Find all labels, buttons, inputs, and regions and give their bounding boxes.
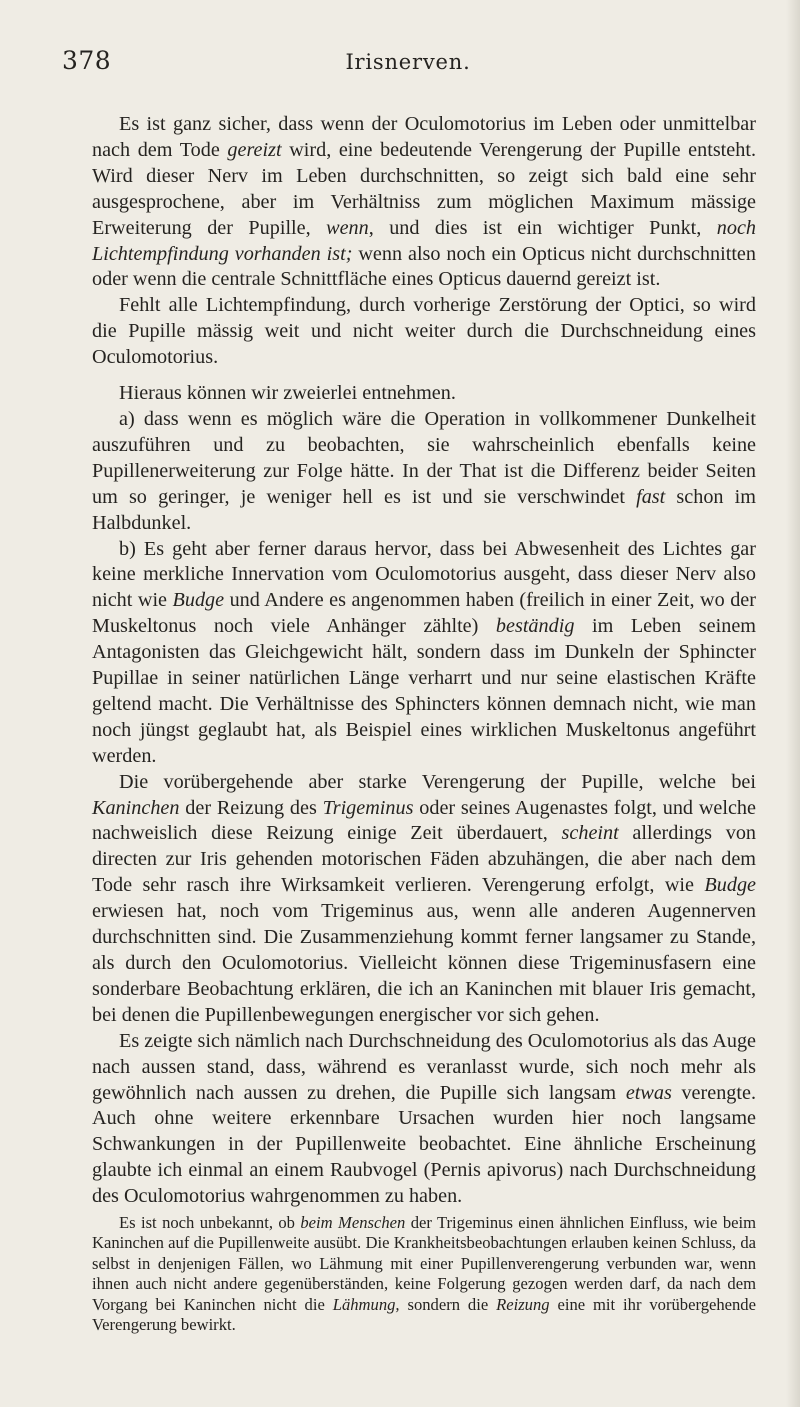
text-run: wenn also noch ein Opticus nicht durchschnitten oder wenn die centrale Schnittfläche eines Opticus dauernd gereizt ist. [92,242,756,291]
text-run: Fehlt alle Lichtempfindung, durch vorherige Zerstörung der Optici, so wird die Pupille mässig weit und nicht weiter durch die Durchschneidung eines Oculomotorius. [92,294,756,369]
italic-text: noch Lichtempfindung vorhanden ist; [92,216,756,265]
text-run: verengte. Auch ohne weitere erkennbare Ursachen wurden hier noch langsame Schwankungen in der Pupillenweite beobachtet. Eine ähnliche Erscheinung glaubte ich einmal an einem Raubvogel (Pernis apivorus) nach Durchschneidung des Oculomotorius wahrgenommen zu haben. [92,1081,757,1208]
text-run: Hieraus können wir zweierlei entnehmen. [119,382,456,405]
text-run: wird, eine bedeutende Verengerung der Pupille entsteht. Wird dieser Nerv im Leben durchschnitten, so zeigt sich bald eine sehr ausgesprochene, aber im Verhältniss zum möglichen Maximum mässige Erweiterung der Pupille, [92,138,756,239]
paragraph [92,293,756,371]
text-run: erwiesen hat, noch vom Trigeminus aus, wenn alle anderen Augennerven durchschnitten sind. Die Zusammenziehung kommt ferner langsamer zu Stande, als durch den Oculomotorius. Vielleicht können diese Trigeminusfasern eine sonderbare Beobachtung erklären, die ich an Kaninchen mit blauer Iris gemacht, bei denen die Pupillenbewegungen energischer vor sich gehen. [92,900,756,1026]
text-run: eine mit ihr vorübergehende Verengerung bewirkt. [92,1294,756,1335]
text-run: der Reizung des [179,796,323,819]
text-run: der Trigeminus einen ähnlichen Einfluss, wie beim Kaninchen auf die Pupillenweite ausübt. Die Krankheitsbeobachtungen erlauben keinen Schluss, da selbst in denjenigen Fällen, wo Lähmung mit einer Pupillenverengerung verbunden war, wenn ihnen auch nicht andere gegenüberständen, keine Folgerung gezogen werden darf, da nach dem Vorgang bei Kaninchen nicht die [92,1213,756,1314]
text-run: und Andere es angenommen haben (freilich in einer Zeit, wo der Muskeltonus noch viele Anhänger zählte) [92,589,756,638]
italic-text: beim Menschen [300,1213,406,1232]
italic-text: etwas [625,1081,672,1104]
body-text [92,112,756,1210]
paragraph [92,1029,756,1210]
italic-text: Kaninchen [92,796,180,819]
text-run: Es ist noch unbekannt, ob [119,1213,301,1232]
text-run: schon im Halbdunkel. [92,485,756,534]
italic-text: Reizung [496,1294,550,1314]
italic-text: Budge [172,589,225,612]
text-run: im Leben seinem Antagonisten das Gleichgewicht hält, sondern dass im Dunkeln der Sphincter Pupillae in seiner natürlichen Länge verharrt und nur seine elastischen Kräfte geltend macht. Die Verhältnisse des Sphincters können demnach nicht, wie man noch jüngst geglaubt hat, als Beispiel eines wirklichen Muskeltonus angeführt werden. [92,615,756,767]
text-run: allerdings von directen zur Iris gehenden motorischen Fäden abzuhängen, die aber nach dem Tode sehr rasch ihre Wirksamkeit verlieren. Verengerung erfolgt, wie [92,822,757,897]
text-run: sondern die [399,1294,497,1314]
text-run: oder seines Augenastes folgt, und welche nachweislich diese Reizung einige Zeit überdauert, [92,796,756,845]
italic-text: gereizt [227,138,282,161]
italic-text: Budge [704,874,756,897]
page-edge-shadow [786,0,800,1407]
paragraph [92,537,756,770]
paragraph [92,407,756,537]
text-run: , und dies ist ein wichtiger Punkt, [368,216,717,239]
paragraph [92,770,756,1029]
italic-text: beständig [495,615,575,638]
italic-text: scheint [561,822,619,845]
italic-text: fast [636,485,666,508]
page-header [62,46,754,86]
footnote-paragraph [92,1213,756,1335]
text-run: a) dass wenn es möglich wäre die Operation in vollkommener Dunkelheit auszuführen und zu beobachten, sie wahrscheinlich ebenfalls keine Pupillenerweiterung zur Folge hätte. In der That ist die Differenz beider Seiten um so geringer, je weniger hell es ist und sie verschwindet [92,407,756,508]
text-run: Die vorübergehende aber starke Verengerung der Pupille, welche bei [119,770,756,793]
running-title: Irisnerven. [345,50,471,74]
text-run: b) Es geht aber ferner daraus hervor, dass bei Abwesenheit des Lichtes gar keine merkliche Innervation vom Oculomotorius ausgeht, dass dieser Nerv also nicht wie [92,537,756,612]
italic-text: Lähmung, [332,1294,400,1314]
page-number: 378 [62,46,112,75]
italic-text: Trigeminus [322,796,414,819]
paragraph [92,381,756,407]
footnote [92,1213,756,1335]
paragraph [92,112,756,293]
text-run: Es zeigte sich nämlich nach Durchschneidung des Oculomotorius als das Auge nach aussen stand, dass, während es veranlasst wurde, sich noch mehr als gewöhnlich nach aussen zu drehen, die Pupille sich langsam [92,1029,756,1104]
text-run: Es ist ganz sicher, dass wenn der Oculomotorius im Leben oder unmittelbar nach dem Tode [92,113,756,161]
italic-text: wenn [326,216,369,239]
